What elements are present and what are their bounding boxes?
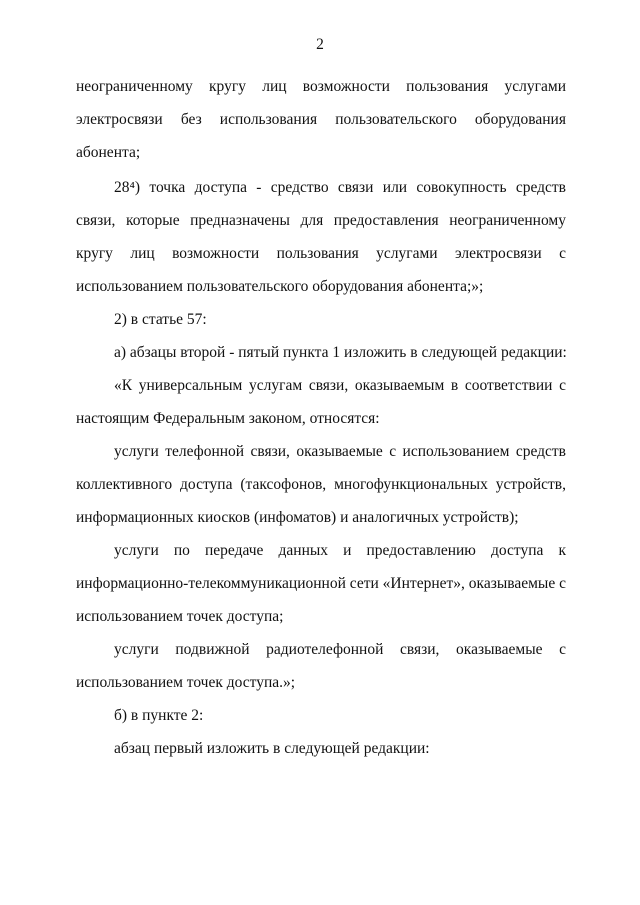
paragraph (76, 699, 566, 732)
text-line: связи, которые предназначены для предоставления неограниченному (76, 212, 566, 229)
paragraph (76, 70, 566, 169)
paragraph (76, 633, 566, 699)
text-line: использованием точек доступа; (76, 608, 284, 625)
text-line: использованием точек доступа.»; (76, 674, 296, 691)
text-line: информационных киосков (инфоматов) и аналогичных устройств); (76, 509, 519, 526)
document-body (76, 70, 566, 765)
text-line: услуги по передаче данных и предоставлению доступа к (114, 542, 566, 559)
paragraph (76, 303, 566, 336)
text-line: 2) в статье 57: (114, 311, 207, 328)
paragraph (76, 732, 566, 765)
text-line: б) в пункте 2: (114, 707, 204, 724)
text-line: электросвязи без использования пользовательского оборудования (76, 111, 566, 128)
text-line: коллективного доступа (таксофонов, многофункциональных устройств, (76, 476, 566, 493)
text-line: использованием пользовательского оборудования абонента;»; (76, 278, 484, 295)
text-line: 28⁴) точка доступа - средство связи или совокупность средств (114, 179, 566, 196)
text-line: услуги телефонной связи, оказываемые с использованием средств (114, 443, 566, 460)
text-line: абонента; (76, 144, 141, 161)
text-line: кругу лиц возможности пользования услугами электросвязи с (76, 245, 566, 262)
text-line: информационно-телекоммуникационной сети «Интернет», оказываемые с (76, 575, 566, 592)
text-line: услуги подвижной радиотелефонной связи, оказываемые с (114, 641, 566, 658)
text-line: абзац первый изложить в следующей редакции: (114, 740, 430, 757)
paragraph (76, 369, 566, 435)
text-line: «К универсальным услугам связи, оказываемым в соответствии с (114, 377, 566, 394)
paragraph (76, 336, 566, 369)
text-line: неограниченному кругу лиц возможности пользования услугами (76, 78, 566, 95)
paragraph (76, 171, 566, 303)
text-line: настоящим Федеральным законом, относятся: (76, 410, 380, 427)
text-line: а) абзацы второй - пятый пункта 1 изложить в следующей редакции: (114, 344, 567, 361)
paragraph (76, 534, 566, 633)
page-number: 2 (316, 36, 324, 53)
paragraph (76, 435, 566, 534)
